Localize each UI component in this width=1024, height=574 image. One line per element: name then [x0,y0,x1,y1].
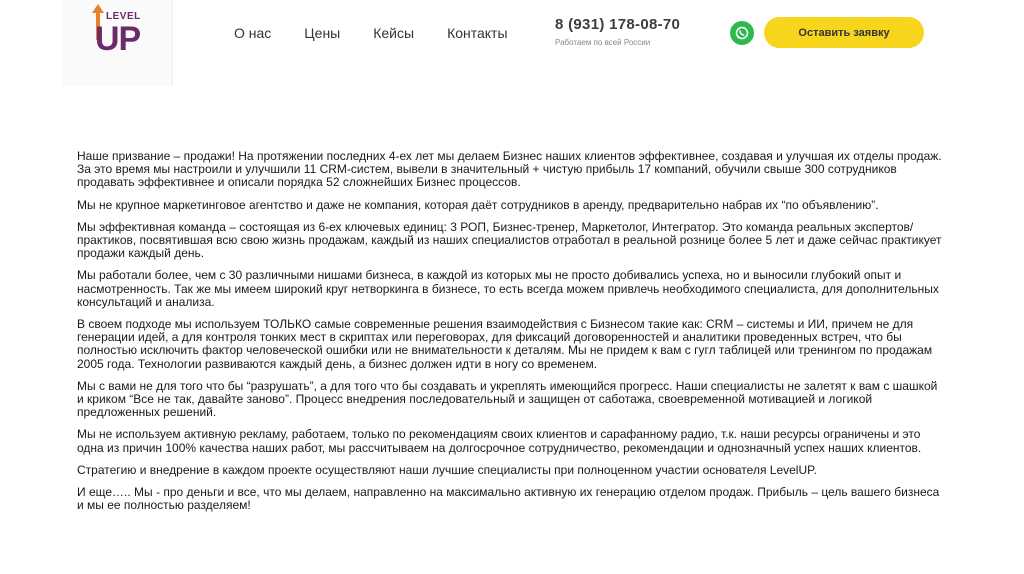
nav-link-cases[interactable]: Кейсы [373,25,415,41]
phone-subtitle: Работаем по всей России [555,38,651,47]
main-nav [234,25,508,41]
logo[interactable] [62,0,173,86]
logo-level-text: LEVEL [106,11,141,22]
paragraph: Мы не используем активную рекламу, работаем, только по рекомендациям своих клиентов и сарафанному радио, т.к. наши ресурсы ограничены и это одна из причин 100% качества наших работ, мы рассчитываем на долгосрочное сотрудничество, рекомендации и однозначный успех наших клиентов. [77,427,922,455]
submit-request-button[interactable]: Оставить заявку [764,17,924,48]
whatsapp-icon [735,26,749,40]
paragraph: Мы работали более, чем с 30 различными нишами бизнеса, в каждой из которых мы не просто добивались успеха, но и выносили глубокий опыт и насмотренность. Так же мы имеем широкий круг нетворкинга в бизнесе, то есть всегда можем привлечь необходимого специалиста, для дополнительных консультаций и анализа. [77,268,939,309]
paragraph: Мы с вами не для того что бы “разрушать”, а для того что бы создавать и укреплять имеющийся прогресс. Наши специалисты не залетят к вам с шашкой и криком “Все не так, давайте заново”. Процесс внедрения последовательный и защищен от саботажа, своевременной мотивацией и логикой предложенных решений. [77,378,938,420]
paragraph: Стратегию и внедрение в каждом проекте осуществляют наши лучшие специалисты при полноценном участии основателя LevelUP. [77,462,817,477]
paragraph: В своем подходе мы используем ТОЛЬКО самые современные решения взаимодействия с Бизнесом такие как: CRM – системы и ИИ, причем не для генерации идей, а для контроля тонких мест в скриптах или переговорах, для фиксаций договоренностей и аналитики проведенных встреч, что бы полностью исключить фактор человеческой ошибки или не внимательности к деталям. Мы не придем к вам с гугл таблицей или тренингом по продажам 2005 года. Технологии развиваются каждый день, а бизнес должен идти в ногу со временем. [77,317,933,371]
paragraph: Наше призвание – продажи! На протяжении последних 4-ех лет мы делаем Бизнес наших клиентов эффективнее, создавая и улучшая их отделы продаж. За это время мы настроили и улучшили 11 CRM-систем, вывели в значительный + чистую прибыль 17 компаний, обучили свыше 300 сотрудников продавать эффективнее и описали порядка 52 сложнейших Бизнес процессов. [77,149,942,190]
whatsapp-button[interactable] [730,21,754,45]
about-text [77,150,947,521]
phone-number[interactable]: 8 (931) 178-08-70 [555,16,681,33]
paragraph: Мы не крупное маркетинговое агентство и даже не компания, которая даёт сотрудников в аренду, предварительно набрав их “по объявлению”. [77,197,879,212]
paragraph: И еще….. Мы - про деньги и все, что мы делаем, направленно на максимально активную их генерацию отделом продаж. Прибыль – цель вашего бизнеса и мы ее полностью разделяем! [77,485,940,513]
nav-link-contacts[interactable]: Контакты [447,25,508,41]
site-header [0,0,1024,86]
nav-link-prices[interactable]: Цены [304,25,341,41]
logo-up-text: UP [95,20,141,58]
nav-link-about[interactable]: О нас [234,25,272,41]
paragraph: Мы эффективная команда – состоящая из 6-ех ключевых единиц: 3 РОП, Бизнес-тренер, Маркетолог, Интегратор. Это команда реальных экспертов/практиков, посвятившая всю свою жизнь продажам, каждый из наших специалистов отработал в реальной рознице более 5 лет и даже сейчас практикует продажи каждый день. [77,219,942,261]
